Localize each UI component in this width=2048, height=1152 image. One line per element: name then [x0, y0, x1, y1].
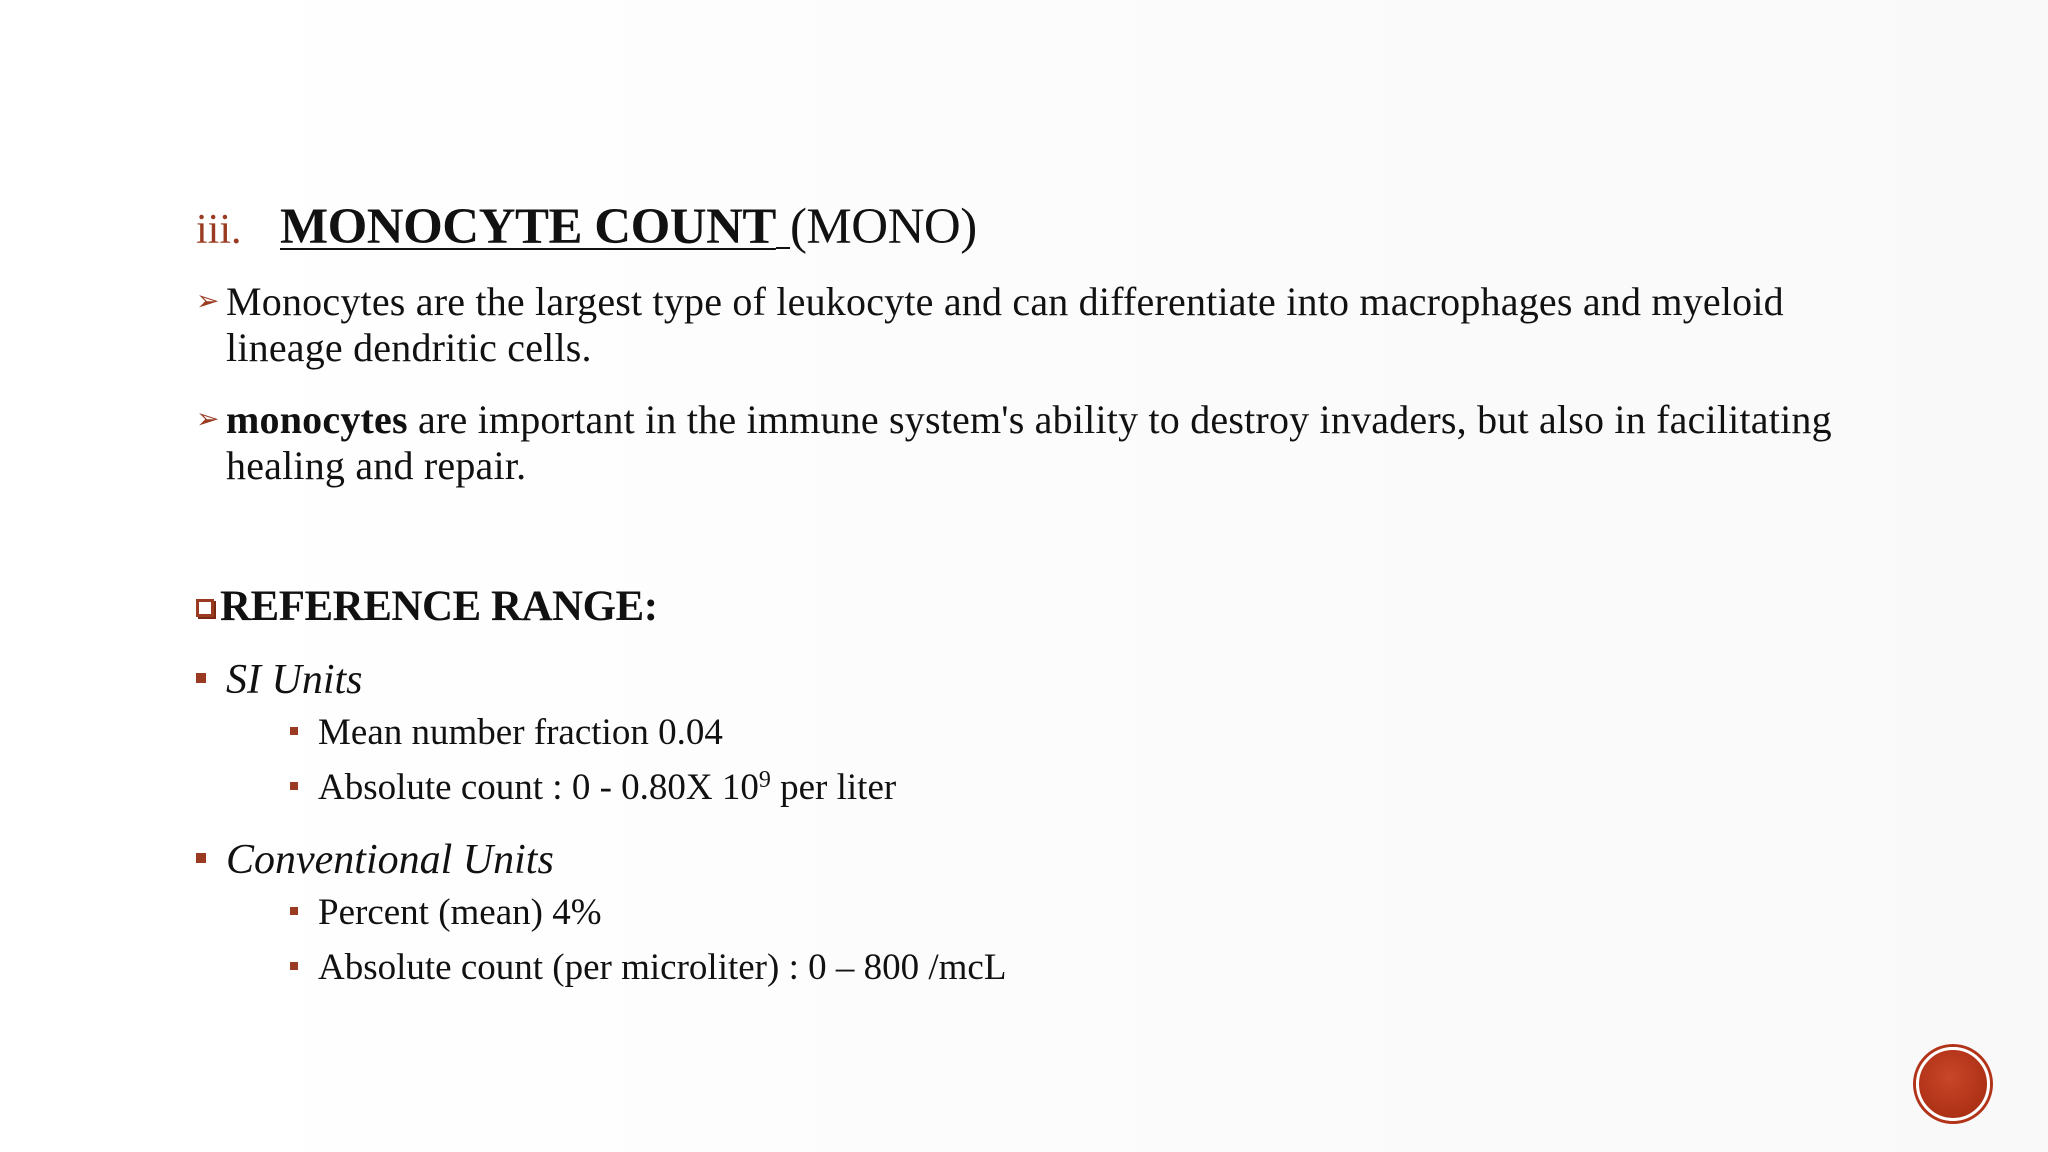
bullet-text [226, 397, 1876, 489]
checkbox-bullet-icon [196, 599, 214, 617]
square-bullet-icon [290, 962, 298, 970]
circle-nav-icon[interactable] [1916, 1047, 1990, 1121]
square-bullet-icon [196, 853, 206, 863]
title-suffix: (MONO) [789, 199, 977, 255]
arrow-bullet-icon: ➢ [196, 404, 220, 435]
conventional-absolute [290, 946, 1006, 989]
conventional-units-label: Conventional Units [226, 837, 554, 883]
square-bullet-icon [196, 673, 206, 683]
conventional-percent [290, 891, 602, 934]
bullet-monocytes-role [196, 397, 1876, 489]
bullet-monocytes-definition [196, 279, 1876, 371]
si-absolute-prefix: Absolute count : 0 - 0.80X 10 [318, 767, 759, 808]
si-units-item [196, 656, 363, 704]
si-mean-text: Mean number fraction 0.04 [318, 712, 723, 753]
square-bullet-icon [290, 782, 298, 790]
si-units-mean [290, 711, 723, 754]
square-bullet-icon [290, 907, 298, 915]
conventional-units-item [196, 836, 554, 884]
conventional-percent-text: Percent (mean) 4% [318, 892, 602, 933]
title-underline [776, 246, 790, 249]
arrow-bullet-icon: ➢ [196, 286, 220, 317]
bullet-bold-lead: monocytes [226, 397, 408, 442]
title-main: MONOCYTE COUNT [280, 199, 776, 255]
title-number: iii. [196, 207, 242, 253]
si-absolute-exponent: 9 [758, 767, 771, 793]
si-units-absolute [290, 766, 896, 809]
square-bullet-icon [290, 727, 298, 735]
slide-title [196, 198, 977, 256]
bullet-rest: are important in the immune system's ability to destroy invaders, but also in facilitating healing and repair. [226, 397, 1832, 488]
si-units-label: SI Units [226, 657, 363, 703]
si-absolute-suffix: per liter [770, 767, 897, 808]
reference-range-heading [196, 582, 658, 631]
conventional-absolute-text: Absolute count (per microliter) : 0 – 800 /mcL [318, 947, 1007, 988]
reference-range-label: REFERENCE RANGE: [220, 583, 658, 630]
bullet-text: Monocytes are the largest type of leukocyte and can differentiate into macrophages and myeloid lineage dendritic cells. [226, 279, 1784, 370]
